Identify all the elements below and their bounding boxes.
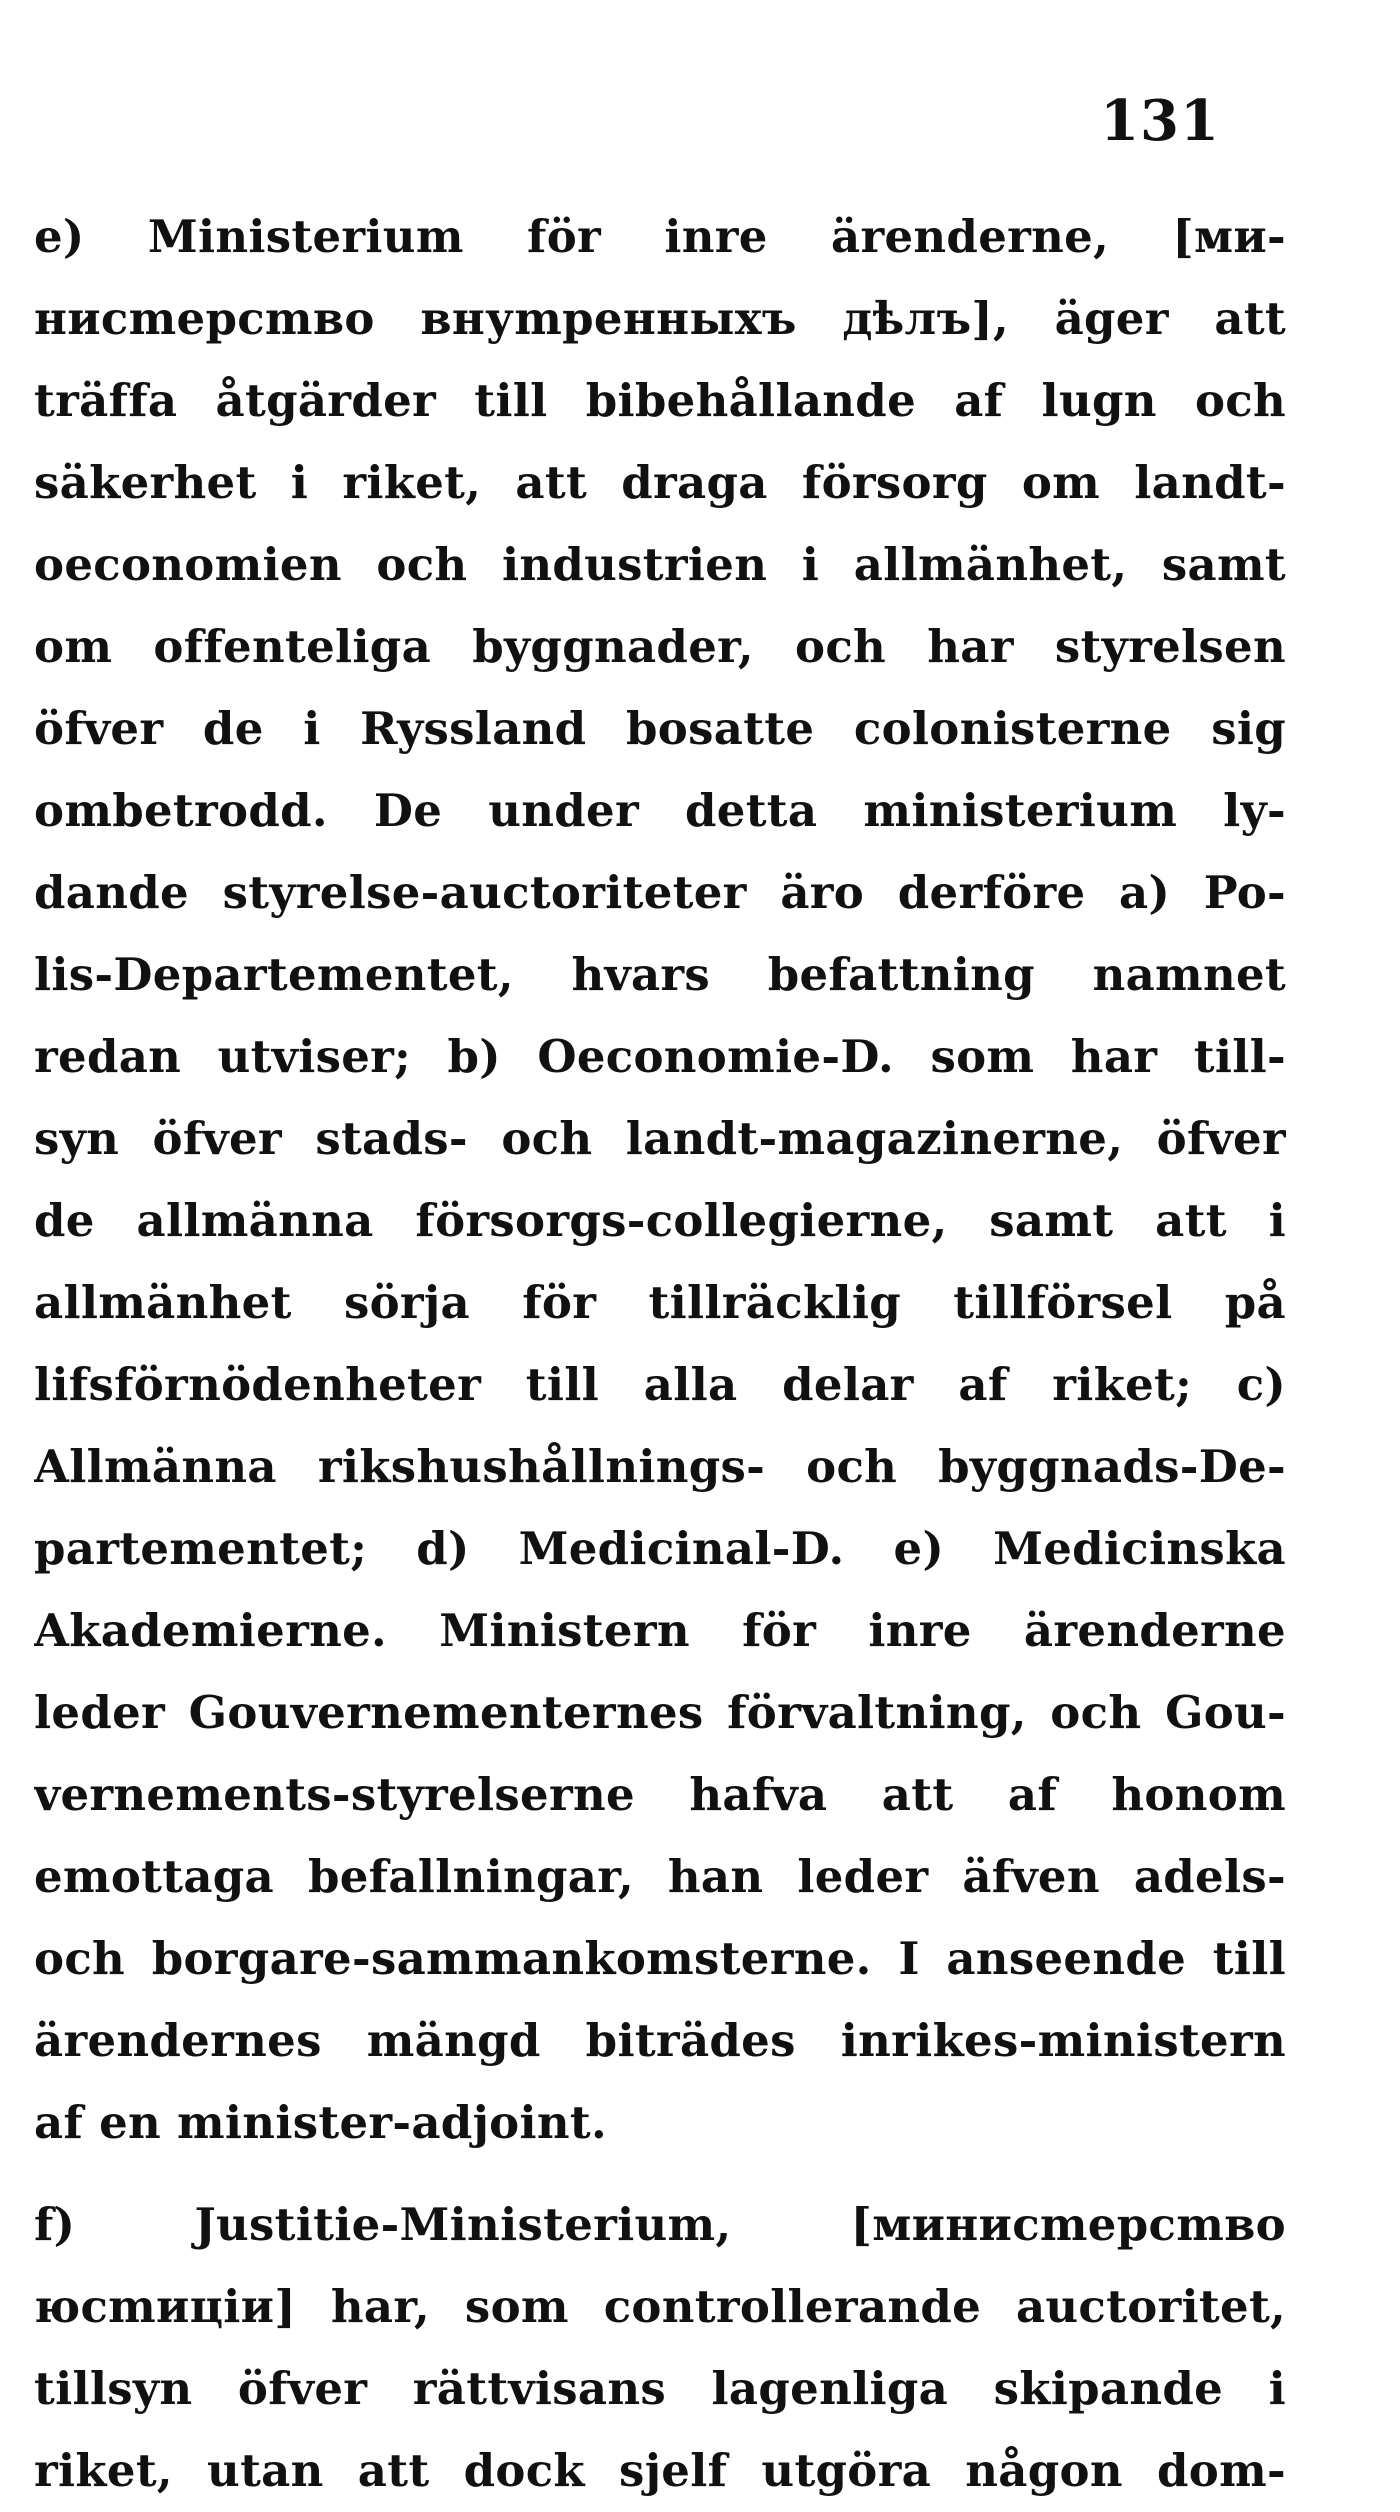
text-line: och borgare-sammankomsterne. I anseende till bbox=[34, 1932, 1286, 1985]
text-line: de allmänna försorgs-collegierne, samt att i bbox=[34, 1194, 1286, 1247]
text-line: oeconomien och industrien i allmänhet, samt bbox=[34, 538, 1286, 591]
text-line: allmänhet sörja för tillräcklig tillförsel på bbox=[34, 1276, 1286, 1329]
text-line: träffa åtgärder till bibehållande af lugn och bbox=[34, 374, 1286, 427]
text-line: f) Justitie-Ministerium, [минисmерсmво bbox=[34, 2198, 1286, 2251]
text-line: нисmерсmво внуmренныхъ дѣлъ], äger att bbox=[34, 292, 1286, 345]
text-line: lifsförnödenheter till alla delar af riket; c) bbox=[34, 1358, 1286, 1411]
text-line: leder Gouvernementernes förvaltning, och Gou- bbox=[34, 1686, 1286, 1739]
text-line: riket, utan att dock sjelf utgöra någon dom- bbox=[34, 2444, 1286, 2497]
text-line: af en minister-adjoint. bbox=[34, 2096, 607, 2149]
text-line: säkerhet i riket, att draga försorg om landt- bbox=[34, 456, 1286, 509]
text-line: emottaga befallningar, han leder äfven adels- bbox=[34, 1850, 1286, 1903]
text-line: ombetrodd. De under detta ministerium ly- bbox=[34, 784, 1286, 837]
text-line: om offenteliga byggnader, och har styrelsen bbox=[34, 620, 1286, 673]
paragraph-ministry-justice bbox=[34, 2184, 1286, 2512]
text-line: redan utviser; b) Oeconomie-D. som har till- bbox=[34, 1030, 1286, 1083]
text-line: lis-Departementet, hvars befattning namnet bbox=[34, 948, 1286, 1001]
text-line: dande styrelse-auctoriteter äro derföre a) Po- bbox=[34, 866, 1286, 919]
paragraph-gap bbox=[34, 2164, 1286, 2184]
text-line: vernements-styrelserne hafva att af honom bbox=[34, 1768, 1286, 1821]
text-line: Allmänna rikshushållnings- och byggnads-De- bbox=[34, 1440, 1286, 1493]
page-number: 131 bbox=[1100, 88, 1220, 154]
text-line: ärendernes mängd biträdes inrikes-ministern bbox=[34, 2014, 1286, 2067]
text-line: Akademierne. Ministern för inre ärenderne bbox=[34, 1604, 1286, 1657]
text-line: öfver de i Ryssland bosatte colonisterne sig bbox=[34, 702, 1286, 755]
text-line: syn öfver stads- och landt-magazinerne, öfver bbox=[34, 1112, 1286, 1165]
text-line: e) Ministerium för inre ärenderne, [ми- bbox=[34, 210, 1286, 263]
paragraph-ministry-interior bbox=[34, 196, 1286, 2164]
text-line: partementet; d) Medicinal-D. e) Medicinska bbox=[34, 1522, 1286, 1575]
text-line: tillsyn öfver rättvisans lagenliga skipande i bbox=[34, 2362, 1286, 2415]
body-text bbox=[34, 196, 1286, 2512]
text-line: юсmицiи] har, som controllerande auctoritet, bbox=[34, 2280, 1286, 2333]
